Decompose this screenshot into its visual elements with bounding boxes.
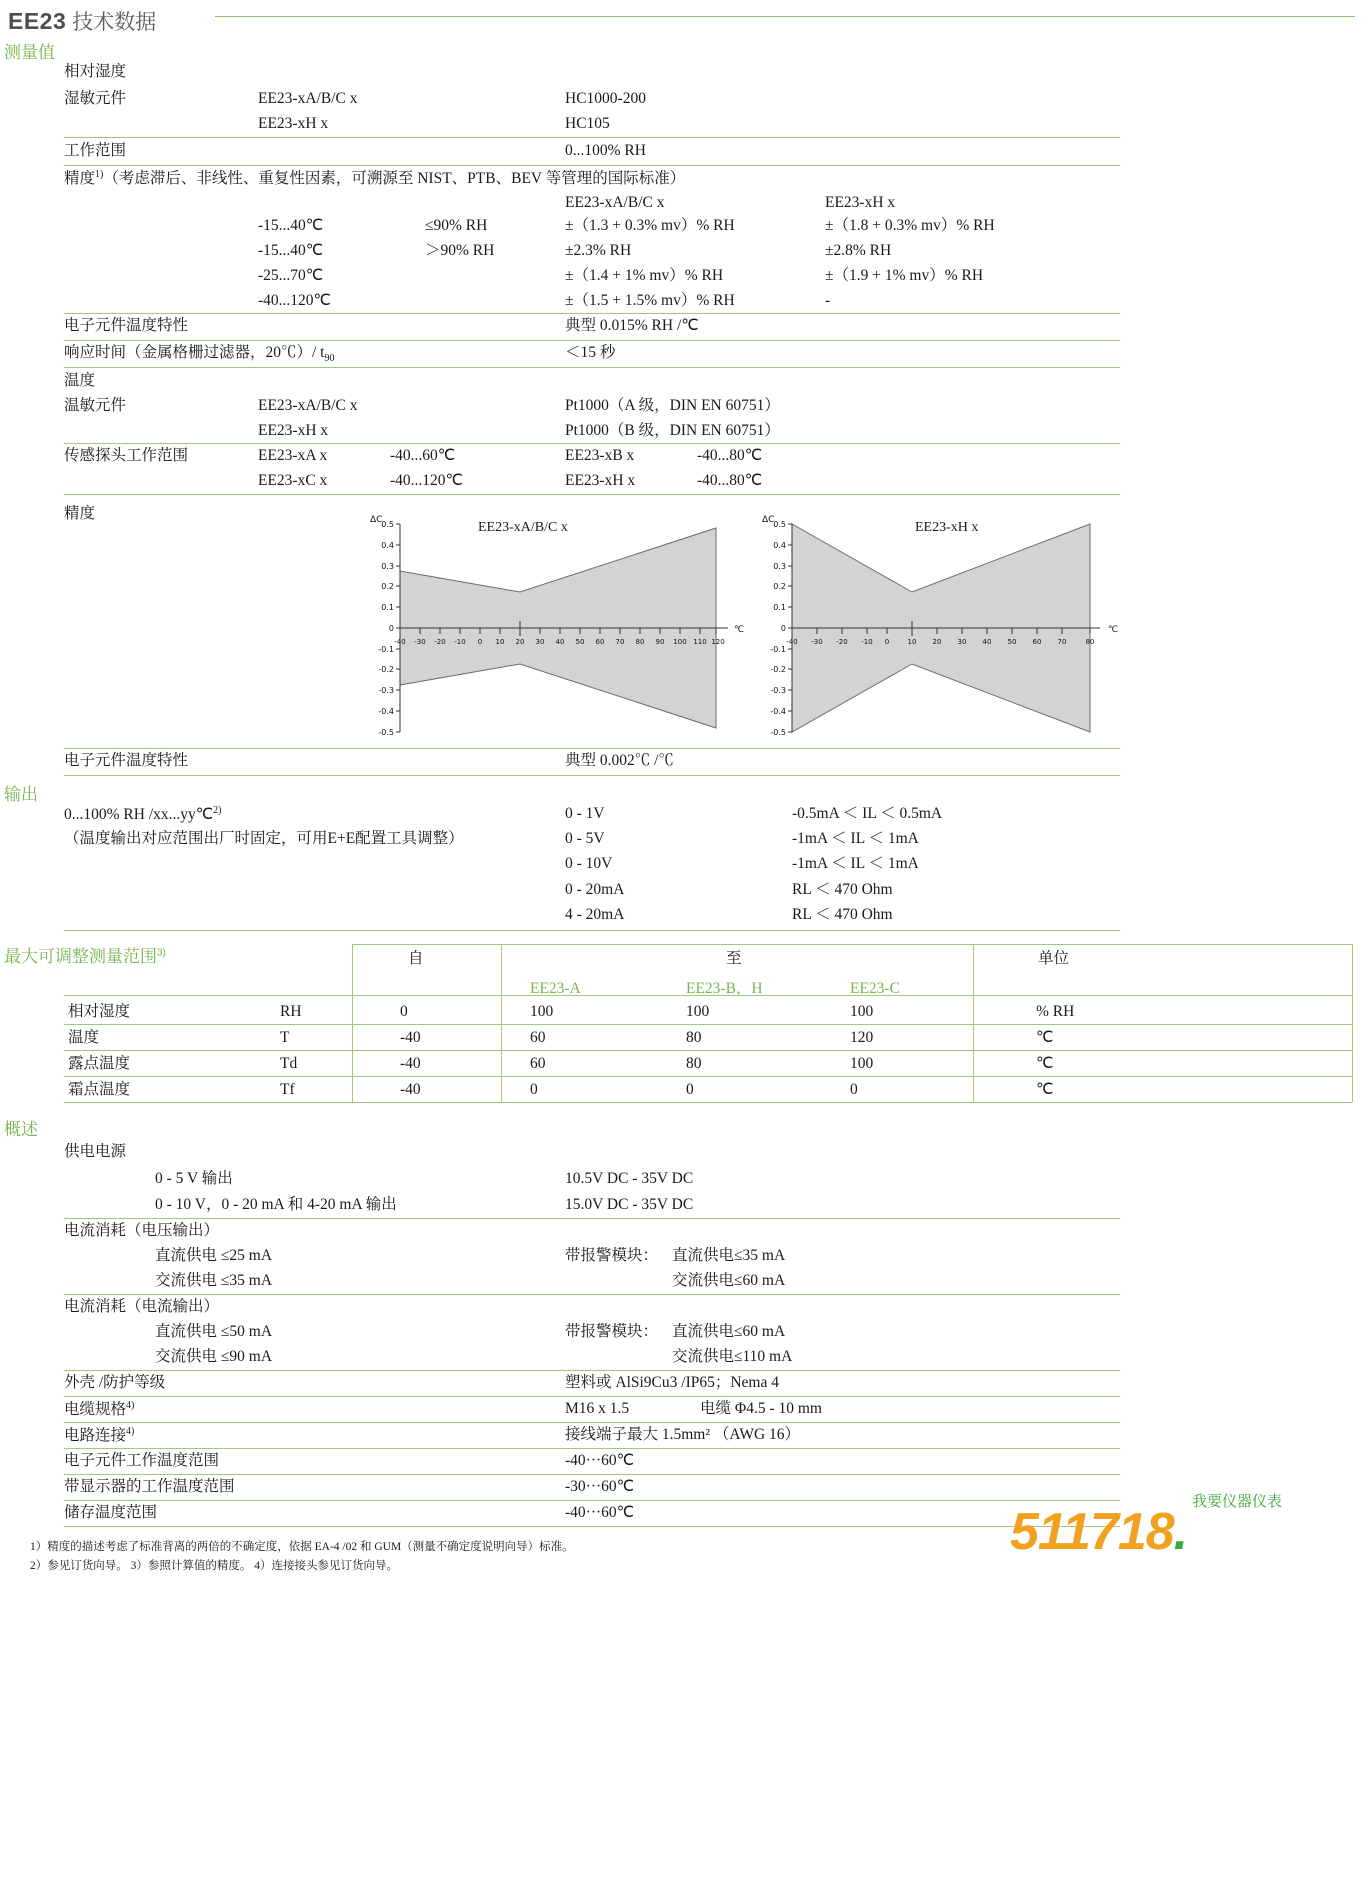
supply-row-0-key: 0 - 5 V 输出 — [155, 1170, 233, 1187]
accuracy-col1-header: EE23-xA/B/C x — [565, 194, 665, 211]
overview-row-0-key — [64, 1374, 165, 1391]
output-line1 — [64, 805, 222, 823]
accuracy-v1-0: ±（1.3 + 0.3% mv）% RH — [565, 217, 735, 234]
page-title — [8, 6, 1364, 36]
probe-range-label: 传感探头工作范围 — [64, 447, 189, 464]
divider — [64, 165, 1120, 166]
range-table-vline — [352, 944, 353, 1102]
range-row-1-sym: T — [280, 1029, 290, 1046]
svg-text:40: 40 — [555, 638, 565, 646]
output-load-4: RL ＜ 470 Ohm — [792, 906, 893, 923]
humidity-working-range-label: 工作范围 — [64, 142, 127, 159]
divider — [64, 1396, 1120, 1397]
range-row-0-from: 0 — [400, 1003, 408, 1020]
humidity-response-sub: 90 — [324, 353, 335, 365]
range-row-3-from: -40 — [400, 1081, 421, 1098]
overview-row-0-key-text: 外壳 /防护等级 — [64, 1374, 166, 1391]
divider — [64, 748, 1120, 749]
humidity-temp-coeff-value: 典型 0.015% RH /℃ — [565, 317, 699, 334]
svg-text:0.5: 0.5 — [773, 520, 786, 529]
accuracy-v1-2: ±（1.4 + 1% mv）% RH — [565, 267, 724, 284]
temperature-group-label: 温度 — [64, 372, 96, 389]
current-current-row-0-key: 直流供电 ≤50 mA — [155, 1323, 273, 1340]
section-max-range-sup: 3) — [157, 947, 166, 959]
divider — [64, 313, 1120, 314]
svg-text:0.5: 0.5 — [381, 520, 394, 529]
current-voltage-row-1-key: 交流供电 ≤35 mA — [155, 1272, 273, 1289]
svg-text:0.4: 0.4 — [773, 541, 786, 550]
svg-text:-40: -40 — [394, 638, 406, 646]
output-load-0: -0.5mA ＜ IL ＜ 0.5mA — [792, 805, 943, 822]
overview-row-5-value: -40···60℃ — [565, 1504, 635, 1521]
svg-text:-0.2: -0.2 — [378, 665, 394, 674]
svg-text:30: 30 — [535, 638, 545, 646]
overview-row-2-sup: 4) — [126, 1426, 135, 1437]
svg-text:-0.1: -0.1 — [378, 645, 394, 654]
range-table-col-unit: 单位 — [1038, 950, 1070, 967]
accuracy-v1-3: ±（1.5 + 1.5% mv）% RH — [565, 292, 735, 309]
range-table-sub-c: EE23-C — [850, 980, 900, 997]
current-voltage-label: 电流消耗（电压输出） — [64, 1222, 220, 1239]
current-current-row-1-value: 交流供电≤110 mA — [672, 1348, 793, 1365]
divider — [64, 930, 1120, 931]
output-line2: （温度输出对应范围出厂时固定，可用E+E配置工具调整） — [64, 830, 464, 847]
range-table-row-line — [64, 1050, 1352, 1051]
svg-text:40: 40 — [982, 638, 992, 646]
range-table-row-line — [64, 1024, 1352, 1025]
page-title-model: EE23 — [8, 8, 67, 34]
current-current-label: 电流消耗（电流输出） — [64, 1298, 220, 1315]
page-title-text: 技术数据 — [72, 11, 157, 34]
chart-h-title: EE23-xH x — [915, 520, 979, 535]
svg-text:-0.3: -0.3 — [378, 686, 394, 695]
output-signal-4: 4 - 20mA — [565, 906, 625, 923]
current-current-row-0-prefix: 带报警模块： — [565, 1323, 659, 1340]
overview-row-3-value: -40···60℃ — [565, 1452, 635, 1469]
humidity-sensor-value-1: HC105 — [565, 115, 610, 132]
accuracy-col2-header: EE23-xH x — [825, 194, 896, 211]
svg-text:70: 70 — [615, 638, 625, 646]
range-row-0-a: 100 — [530, 1003, 554, 1020]
accuracy-chart-h-svg — [760, 508, 1130, 748]
range-row-3-a: 0 — [530, 1081, 538, 1098]
range-row-0-b: 100 — [686, 1003, 710, 1020]
svg-text:-0.3: -0.3 — [770, 686, 786, 695]
range-row-0-sym: RH — [280, 1003, 302, 1020]
svg-text:120: 120 — [711, 638, 725, 646]
svg-text:10: 10 — [907, 638, 917, 646]
divider — [64, 1422, 1120, 1423]
output-load-3: RL ＜ 470 Ohm — [792, 881, 893, 898]
temp-accuracy-label: 精度 — [64, 505, 96, 522]
range-row-1-a: 60 — [530, 1029, 546, 1046]
svg-text:10: 10 — [495, 638, 505, 646]
overview-row-2-key — [64, 1426, 134, 1444]
watermark-main: 511718 — [1010, 1503, 1174, 1561]
range-row-1-b: 80 — [686, 1029, 702, 1046]
svg-text:-0.4: -0.4 — [378, 707, 394, 716]
svg-text:110: 110 — [693, 638, 707, 646]
overview-row-2-value: 接线端子最大 1.5mm² （AWG 16） — [565, 1426, 801, 1443]
accuracy-range-1: -15...40℃ — [258, 242, 324, 259]
temp-coeff-value: 典型 0.002℃ /℃ — [565, 752, 674, 769]
humidity-response-label — [64, 344, 335, 364]
svg-text:0.3: 0.3 — [773, 562, 786, 571]
current-current-row-1-key: 交流供电 ≤90 mA — [155, 1348, 273, 1365]
current-voltage-row-0-key: 直流供电 ≤25 mA — [155, 1247, 273, 1264]
section-overview-label: 概述 — [4, 1120, 38, 1139]
humidity-response-label-text: 响应时间（金属格栅过滤器，20℃）/ t — [64, 344, 325, 361]
svg-text:℃: ℃ — [734, 625, 745, 635]
humidity-accuracy-label-text: 精度 — [64, 170, 96, 188]
accuracy-v2-0: ±（1.8 + 0.3% mv）% RH — [825, 217, 995, 234]
divider — [64, 1370, 1120, 1371]
accuracy-range-2: -25...70℃ — [258, 267, 324, 284]
accuracy-chart-abc — [368, 508, 758, 748]
range-row-2-b: 80 — [686, 1055, 702, 1072]
svg-text:-40: -40 — [786, 638, 798, 646]
divider — [64, 367, 1120, 368]
overview-row-2-key-text: 电路连接 — [64, 1427, 127, 1445]
watermark — [1010, 1502, 1188, 1562]
section-max-range-label — [4, 942, 166, 967]
svg-text:-30: -30 — [414, 638, 426, 646]
output-line1-sup: 2) — [213, 805, 222, 816]
accuracy-v2-1: ±2.8% RH — [825, 242, 892, 259]
range-row-2-sym: Td — [280, 1055, 298, 1072]
range-row-0-name: 相对湿度 — [68, 1003, 131, 1020]
svg-text:-0.1: -0.1 — [770, 645, 786, 654]
svg-text:60: 60 — [1032, 638, 1042, 646]
svg-text:-20: -20 — [434, 638, 446, 646]
range-table-vline — [973, 944, 974, 1102]
humidity-accuracy-label — [64, 169, 685, 187]
range-row-2-name: 露点温度 — [68, 1055, 131, 1072]
accuracy-cond-0: ≤90% RH — [425, 217, 488, 234]
humidity-sensor-label: 湿敏元件 — [64, 90, 127, 107]
overview-row-3-key: 电子元件工作温度范围 — [64, 1452, 220, 1469]
watermark-sub: 我要仪器仪表 — [1192, 1493, 1283, 1510]
section-output-label: 输出 — [4, 785, 38, 804]
divider — [64, 1474, 1120, 1475]
svg-text:ΔC: ΔC — [370, 515, 383, 525]
range-table-sub-b: EE23-B，H — [686, 980, 763, 997]
range-row-2-c: 100 — [850, 1055, 874, 1072]
svg-text:0: 0 — [780, 624, 786, 633]
svg-text:0.1: 0.1 — [773, 603, 786, 612]
probe-range-0b: -40...80℃ — [697, 447, 763, 464]
divider — [64, 137, 1120, 138]
overview-row-1-key — [64, 1400, 134, 1418]
temp-coeff-label: 电子元件温度特性 — [64, 752, 189, 769]
svg-text:50: 50 — [1007, 638, 1017, 646]
svg-text:-30: -30 — [811, 638, 823, 646]
temp-sensor-model-1: EE23-xH x — [258, 422, 329, 439]
svg-text:20: 20 — [515, 638, 525, 646]
svg-text:30: 30 — [957, 638, 967, 646]
overview-row-1-value: M16 x 1.5 — [565, 1400, 630, 1417]
humidity-sensor-value-0: HC1000-200 — [565, 90, 646, 107]
humidity-accuracy-note: （考虑滞后、非线性、重复性因素，可溯源至 NIST、PTB、BEV 等管理的国际标准） — [103, 170, 686, 188]
svg-text:70: 70 — [1057, 638, 1067, 646]
svg-text:0.4: 0.4 — [381, 541, 394, 550]
divider — [64, 1294, 1120, 1295]
header-divider — [215, 16, 1355, 17]
range-table-sub-a: EE23-A — [530, 980, 581, 997]
temp-sensor-value-1: Pt1000（B 级，DIN EN 60751） — [565, 422, 780, 439]
svg-text:0.2: 0.2 — [381, 582, 394, 591]
range-row-3-sym: Tf — [280, 1081, 295, 1098]
svg-text:0.3: 0.3 — [381, 562, 394, 571]
temp-sensor-label: 温敏元件 — [64, 397, 127, 414]
range-row-0-c: 100 — [850, 1003, 874, 1020]
humidity-temp-coeff-label: 电子元件温度特性 — [64, 317, 189, 334]
range-table-col-from: 自 — [408, 950, 424, 967]
footnote-2: 2）参见订货向导。 3）参照计算值的精度。 4）连接接头参见订货向导。 — [30, 1560, 398, 1572]
accuracy-v1-1: ±2.3% RH — [565, 242, 632, 259]
range-table-vline — [1352, 944, 1353, 1102]
output-line1-text: 0...100% RH /xx...yy℃ — [64, 806, 214, 824]
svg-text:-0.2: -0.2 — [770, 665, 786, 674]
divider — [64, 340, 1120, 341]
section-max-range-text: 最大可调整测量范围 — [4, 947, 157, 966]
svg-text:0.1: 0.1 — [381, 603, 394, 612]
accuracy-v2-3: - — [825, 292, 831, 309]
svg-text:-0.4: -0.4 — [770, 707, 786, 716]
accuracy-v2-2: ±（1.9 + 1% mv）% RH — [825, 267, 984, 284]
range-row-2-unit: ℃ — [1036, 1055, 1054, 1072]
current-voltage-row-0-prefix: 带报警模块： — [565, 1247, 659, 1264]
range-row-1-name: 温度 — [68, 1029, 100, 1046]
range-row-3-unit: ℃ — [1036, 1081, 1054, 1098]
humidity-sensor-model-0: EE23-xA/B/C x — [258, 90, 358, 107]
current-voltage-row-0-value: 直流供电≤35 mA — [672, 1247, 786, 1264]
svg-text:80: 80 — [1085, 638, 1095, 646]
svg-text:℃: ℃ — [1108, 625, 1119, 635]
output-signal-3: 0 - 20mA — [565, 881, 625, 898]
range-row-3-c: 0 — [850, 1081, 858, 1098]
svg-text:-0.5: -0.5 — [378, 728, 394, 737]
svg-text:-10: -10 — [454, 638, 466, 646]
overview-row-4-value: -30···60℃ — [565, 1478, 635, 1495]
range-table-row-line — [64, 1076, 1352, 1077]
probe-model-0b: EE23-xB x — [565, 447, 635, 464]
accuracy-range-3: -40...120℃ — [258, 292, 331, 309]
probe-model-0a: EE23-xA x — [258, 447, 328, 464]
probe-range-1b: -40...80℃ — [697, 472, 763, 489]
range-table-top-line — [352, 944, 1352, 945]
overview-row-1-key-text: 电缆规格 — [64, 1401, 127, 1419]
overview-row-1-value2: 电缆 Φ4.5 - 10 mm — [700, 1400, 822, 1417]
humidity-working-range-value: 0...100% RH — [565, 142, 646, 159]
probe-range-1a: -40...120℃ — [390, 472, 463, 489]
humidity-sensor-model-1: EE23-xH x — [258, 115, 329, 132]
overview-row-1-sup: 4) — [126, 1400, 135, 1411]
accuracy-chart-h — [760, 508, 1130, 748]
range-row-3-b: 0 — [686, 1081, 694, 1098]
overview-row-5-key: 储存温度范围 — [64, 1504, 158, 1521]
supply-label: 供电电源 — [64, 1143, 127, 1160]
range-row-3-name: 霜点温度 — [68, 1081, 131, 1098]
divider — [64, 1218, 1120, 1219]
svg-text:-10: -10 — [861, 638, 873, 646]
svg-text:0: 0 — [884, 638, 890, 646]
humidity-group-label: 相对湿度 — [64, 63, 127, 80]
output-signal-0: 0 - 1V — [565, 805, 605, 822]
svg-text:-20: -20 — [836, 638, 848, 646]
divider — [64, 494, 1120, 495]
range-row-1-from: -40 — [400, 1029, 421, 1046]
divider — [64, 1526, 1120, 1527]
range-table-vline — [501, 944, 502, 1102]
output-signal-1: 0 - 5V — [565, 830, 605, 847]
svg-text:50: 50 — [575, 638, 585, 646]
divider — [64, 775, 1120, 776]
supply-row-1-key: 0 - 10 V，0 - 20 mA 和 4-20 mA 输出 — [155, 1196, 397, 1213]
humidity-response-value: ＜15 秒 — [565, 344, 616, 361]
supply-row-1-value: 15.0V DC - 35V DC — [565, 1196, 694, 1213]
accuracy-range-0: -15...40℃ — [258, 217, 324, 234]
accuracy-cond-1: ＞90% RH — [425, 242, 495, 259]
range-row-0-unit: % RH — [1036, 1003, 1075, 1020]
range-row-1-c: 120 — [850, 1029, 874, 1046]
svg-text:0.2: 0.2 — [773, 582, 786, 591]
svg-text:20: 20 — [932, 638, 942, 646]
overview-row-4-key: 带显示器的工作温度范围 — [64, 1478, 235, 1495]
svg-text:60: 60 — [595, 638, 605, 646]
output-load-1: -1mA ＜ IL ＜ 1mA — [792, 830, 919, 847]
svg-text:80: 80 — [635, 638, 645, 646]
probe-model-1a: EE23-xC x — [258, 472, 328, 489]
watermark-dot: . — [1173, 1503, 1189, 1561]
svg-text:0: 0 — [388, 624, 394, 633]
svg-text:ΔC: ΔC — [762, 515, 775, 525]
output-signal-2: 0 - 10V — [565, 855, 613, 872]
divider — [64, 1448, 1120, 1449]
svg-text:100: 100 — [673, 638, 687, 646]
current-current-row-0-value: 直流供电≤60 mA — [672, 1323, 786, 1340]
svg-text:-0.5: -0.5 — [770, 728, 786, 737]
divider — [64, 1500, 1120, 1501]
svg-text:0: 0 — [477, 638, 483, 646]
temp-sensor-value-0: Pt1000（A 级，DIN EN 60751） — [565, 397, 780, 414]
footnote-1: 1）精度的描述考虑了标准背离的两倍的不确定度，依据 EA-4 /02 和 GUM（测量不确定度说明向导）标准。 — [30, 1541, 574, 1553]
divider — [64, 443, 1120, 444]
range-table-bottom-line — [64, 1102, 1352, 1103]
range-row-1-unit: ℃ — [1036, 1029, 1054, 1046]
probe-range-0a: -40...60℃ — [390, 447, 456, 464]
range-row-2-a: 60 — [530, 1055, 546, 1072]
chart-abc-title: EE23-xA/B/C x — [478, 520, 568, 535]
humidity-accuracy-sup: 1) — [95, 169, 104, 180]
current-voltage-row-1-value: 交流供电≤60 mA — [672, 1272, 786, 1289]
range-row-2-from: -40 — [400, 1055, 421, 1072]
overview-row-0-value: 塑料或 AlSi9Cu3 /IP65；Nema 4 — [565, 1374, 779, 1391]
output-load-2: -1mA ＜ IL ＜ 1mA — [792, 855, 919, 872]
section-measured-label: 测量值 — [4, 43, 55, 62]
supply-row-0-value: 10.5V DC - 35V DC — [565, 1170, 694, 1187]
range-table-col-to: 至 — [726, 950, 742, 967]
svg-text:90: 90 — [655, 638, 665, 646]
accuracy-chart-abc-svg — [368, 508, 758, 748]
temp-sensor-model-0: EE23-xA/B/C x — [258, 397, 358, 414]
probe-model-1b: EE23-xH x — [565, 472, 636, 489]
